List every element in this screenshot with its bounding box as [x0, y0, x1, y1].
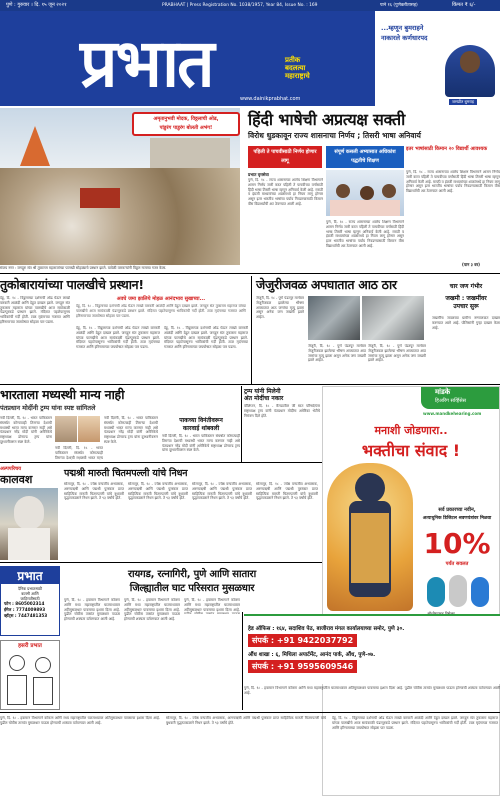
tagline-line-2: बदलत्या — [285, 64, 306, 72]
trump-box — [244, 388, 320, 402]
contact-phone[interactable]: फोन : 8605002314 — [4, 601, 45, 606]
main-subhead: विरोध धुडकावून राज्य शासनाचा निर्णय ; तिसरी भाषा अनिवार्य — [248, 131, 421, 140]
divider — [251, 276, 252, 384]
obituary-title: कालवश — [0, 473, 33, 486]
photo-quote-box — [132, 112, 240, 136]
accident-photo-2 — [362, 296, 424, 340]
main-dateline: प्रभात वृत्तसेवा — [248, 172, 269, 177]
bharat-body-col-2: नवी दिल्ली, दि. १८ - भारत पाकिस्तान संघर्षात कोणत्याही तिसऱ्या देशाची मध्यस्थी भारत मान्य करणार नाही असे पंतप्रधान नरेंद्र मोदी यांनी अमेरिकेचे राष्ट्राध्यक्ष डोनाल्ड ट्रम्प यांना दूरध्वनीवरून स्पष्ट केले. — [104, 416, 158, 444]
hearing-ad-line3: सर्व प्रकारच्या नवीन, — [438, 507, 476, 513]
obituary-label: अल्पपरिचय — [0, 466, 22, 472]
teaser-headline-2: नाकारले कर्णधारपद — [381, 34, 428, 42]
jejuri-body-col-2: जेजुरी, दि. १८ - पुणे पंढरपूर मार्गावर जेजुरीजवळ झालेल्या भीषण अपघातात आठ जणांचा मृत्यू झाला असून अनेक जण जखमी झाले आहेत. — [308, 344, 366, 363]
main-headline[interactable]: हिंदी भाषेची अप्रत्यक्ष सक्ती — [248, 110, 406, 129]
divider — [241, 386, 242, 462]
issue-date: पुणे : गुरुवार । दि. १५ जून २०२१ — [6, 2, 67, 8]
rain-headline-2: जिल्ह्यातील घाट परिसरात मुसळधार — [129, 583, 255, 594]
pak-box — [162, 416, 240, 432]
rain-body-col-1: पुणे, दि. १८ - हवामान विभागाने कोकण आणि मध्य महाराष्ट्रातील घाटमाथ्यावर अतिमुसळधार पावसाचा इशारा दिला आहे. पुढील चोवीस तासांत मुसळधार पाऊस होण्याची शक्यता वर्तवण्यात आली आहे. — [64, 598, 120, 622]
accident-photo-1 — [308, 296, 360, 340]
side-brief-subhead: जखमी : जखमींवर — [445, 295, 487, 302]
pak-headline-2: कारवाई थांबवली — [182, 425, 220, 432]
main-continued[interactable]: (पान ३ वर) — [462, 262, 480, 267]
palkhi-body-col-1: देहू, दि. १८ - विठ्ठलाच्या दर्शनाची ओढ घेऊन लाखो वारकरी आळंदी आणि देहूत दाखल झाले. जगद्गुरु संत तुकाराम महाराज यांच्या पालखीचे आज सायंकाळी पंढरपूरकडे प्रस्थान झाले. मंदिरात पहाटेपासूनच भाविकांची गर्दी होती. टाळ मृदंगाच्या गजरात आणि हरिनामाच्या जयघोषात सोहळा पार पडला. — [0, 296, 70, 324]
hearing-address-2: औंध शाखा : ६, मिथिला अपार्टमेंट, आनंद पार्क, औंध, पुणे-०७. — [248, 652, 376, 658]
masthead-tagline — [285, 56, 310, 80]
hearing-phone-1[interactable]: संपर्क : +91 9422037792 — [248, 634, 357, 647]
school-children-photo — [326, 170, 404, 216]
pak-headline: पाकच्या विनंतीवरून — [179, 417, 223, 424]
press-registration: PRABHAAT | Press Registration No. 1038/1957, Year 84, Issue No. : 169 — [162, 3, 318, 8]
side-brief — [432, 283, 500, 310]
bottom-body-3: देहू, दि. १८ - विठ्ठलाच्या दर्शनाची ओढ घेऊन लाखो वारकरी आळंदी आणि देहूत दाखल झाले. जगद्गुरु संत तुकाराम महाराज यांच्या पालखीचे आज सायंकाळी पंढरपूरकडे प्रस्थान झाले. मंदिरात पहाटेपासूनच भाविकांची गर्दी होती. टाळ मृदंगाच्या गजरात आणि हरिनामाच्या जयघोषात सोहळा पार पडला. — [332, 716, 498, 730]
main-body-col-1: पुणे, दि. १८ - राज्य शासनाच्या शालेय शिक्षण विभागाने शासन निर्णय जारी करत पहिली ते पाचवीच्या वर्गांसाठी हिंदी भाषा तिसरी भाषा म्हणून अनिवार्य केली आहे. मराठी व इंग्रजी माध्यमांच्या शाळांमध्ये हा नियम लागू होणार असून इतर भारतीय भाषांचा पर्याय निवडण्यासाठी किमान वीस विद्यार्थ्यांची अट ठेवण्यात आली आहे. — [248, 178, 323, 206]
hearing-ad-brand-sub: हिअरिंग सर्व्हिसेस — [435, 398, 467, 404]
hearing-phone-2[interactable]: संपर्क : +91 9595609546 — [248, 660, 357, 673]
main-body-col-2: पुणे, दि. १८ - राज्य शासनाच्या शालेय शिक्षण विभागाने शासन निर्णय जारी करत पहिली ते पाचवीच्या वर्गांसाठी हिंदी भाषा तिसरी भाषा म्हणून अनिवार्य केली आहे. मराठी व इंग्रजी माध्यमांच्या शाळांमध्ये हा नियम लागू होणार असून इतर भारतीय भाषांचा पर्याय निवडण्यासाठी किमान वीस विद्यार्थ्यांची अट ठेवण्यात आली आहे. — [326, 220, 404, 248]
maruti-body-col-3: सोलापूर, दि. १८ - ज्येष्ठ वन्यजीव अभ्यासक, अरण्यऋषी आणि पद्मश्री पुरस्कार प्राप्त साहित्यिक मारुती चितमपल्ली यांचे बुधवारी वृद्धापकाळाने निधन झाले. ते ९३ वर्षांचे होते. — [192, 482, 252, 501]
jejuri-body-col-1: जेजुरी, दि. १८ - पुणे पंढरपूर मार्गावर जेजुरीजवळ झालेल्या भीषण अपघातात आठ जणांचा मृत्यू झाला असून अनेक जण जखमी झाले आहेत. — [256, 296, 304, 320]
contact-sub-1: दैनिक प्रभातसाठी — [18, 586, 42, 591]
contact-logo: प्रभात — [1, 567, 59, 584]
price: किंमत ₹ ६/- — [452, 2, 476, 8]
palkhi-subhead: अवघे जमा झालिये मोहळ आनंदभाव सुखाच्या... — [116, 296, 206, 302]
contact-sub-2: बातमी आणि — [21, 591, 39, 596]
info-box-red: पहिली ते पाचवीसाठी निर्णय होणार लागू — [248, 146, 322, 168]
palkhi-body-col-2: देहू, दि. १८ - विठ्ठलाच्या दर्शनाची ओढ घेऊन लाखो वारकरी आळंदी आणि देहूत दाखल झाले. जगद्गुरु संत तुकाराम महाराज यांच्या पालखीचे आज सायंकाळी पंढरपूरकडे प्रस्थान झाले. मंदिरात पहाटेपासूनच भाविकांची गर्दी होती. टाळ मृदंगाच्या गजरात आणि हरिनामाच्या जयघोषात सोहळा पार पडला. — [76, 326, 160, 350]
side-brief-headline: चार जण गंभीर — [449, 283, 483, 290]
main-body-col-3: पुणे, दि. १८ - राज्य शासनाच्या शालेय शिक्षण विभागाने शासन निर्णय जारी करत पहिली ते पाचवीच्या वर्गांसाठी हिंदी भाषा तिसरी भाषा म्हणून अनिवार्य केली आहे. मराठी व इंग्रजी माध्यमांच्या शाळांमध्ये हा नियम लागू होणार असून इतर भारतीय भाषांचा पर्याय निवडण्यासाठी किमान वीस विद्यार्थ्यांची अट ठेवण्यात आली आहे. — [406, 170, 500, 194]
contact-sub-3: जाहिरातीसाठी — [20, 596, 40, 601]
bottom-body-1: पुणे, दि. १८ - हवामान विभागाने कोकण आणि मध्य महाराष्ट्रातील घाटमाथ्यावर अतिमुसळधार पावसाचा इशारा दिला आहे. पुढील चोवीस तासांत मुसळधार पाऊस होण्याची शक्यता वर्तवण्यात आली आहे. — [0, 716, 160, 725]
top-teaser[interactable] — [372, 11, 500, 106]
contact-whatsapp[interactable]: व्हॉट्स : 7447481353 — [4, 613, 48, 618]
hearing-address: हेड ऑफिस : १६४, सदाशिव पेठ, बाजीराव मंगल कार्यालयाच्या समोर, पुणे ३०. — [248, 626, 405, 632]
bharat-body-col-1: नवी दिल्ली, दि. १८ - भारत पाकिस्तान संघर्षात कोणत्याही तिसऱ्या देशाची मध्यस्थी भारत मान्य करणार नाही असे पंतप्रधान नरेंद्र मोदी यांनी अमेरिकेचे राष्ट्राध्यक्ष डोनाल्ड ट्रम्प यांना दूरध्वनीवरून स्पष्ट केले. — [0, 416, 52, 444]
bharat-body-col-3: नवी दिल्ली, दि. १८ - भारत पाकिस्तान संघर्षात कोणत्याही तिसऱ्या देशाची मध्यस्थी भारत मान्य — [55, 446, 103, 460]
cartoon-box — [0, 640, 60, 710]
hearing-ad-offer: 10% — [423, 527, 491, 560]
prabhat-contact-box — [0, 566, 60, 636]
hearing-ad-line4: अत्याधुनिक डिजिटल श्रवणयंत्रांवर मिळवा — [422, 516, 492, 521]
hearing-ad-offer-sub: पर्यंत सवलत — [445, 561, 469, 567]
photo-quote-line-2: पांडुरंग पाडुरंग बोलती अभंग! — [159, 125, 213, 131]
trump-headline: ट्रम्प यांनी मिलेनी — [244, 388, 281, 395]
vitthal-image — [327, 463, 413, 611]
photo-caption: संजय नगर : जगद्गुरु संत श्री तुकाराम महाराजांच्या पालखी सोहळ्याचे प्रस्थान झाले. यावेळी वारकऱ्यांनी विठ्ठल नामाचा गजर केला. — [0, 266, 167, 270]
palkhi-body-col-3: देहू, दि. १८ - विठ्ठलाच्या दर्शनाची ओढ घेऊन लाखो वारकरी आळंदी आणि देहूत दाखल झाले. जगद्गुरु संत तुकाराम महाराज यांच्या पालखीचे आज सायंकाळी पंढरपूरकडे प्रस्थान झाले. मंदिरात पहाटेपासूनच भाविकांची गर्दी होती. टाळ मृदंगाच्या गजरात आणि हरिनामाच्या जयघोषात सोहळा पार पडला. — [164, 326, 248, 350]
hearing-ad-brand: मांडके — [435, 388, 451, 396]
hearing-ad-line2: भक्तीचा संवाद ! — [361, 441, 461, 460]
lower-filler-text: पुणे, दि. १८ - हवामान विभागाने कोकण आणि मध्य महाराष्ट्रातील घाटमाथ्यावर अतिमुसळधार पावसाचा इशारा दिला आहे. पुढील चोवीस तासांत मुसळधार पाऊस होण्याची शक्यता वर्तवण्यात आली आहे. — [244, 686, 500, 695]
bharat-subhead: पंतप्रधान मोदींनी ट्रम्प यांना स्पष्ट सांगितले — [0, 404, 96, 412]
divider — [0, 562, 322, 563]
teaser-caption: जसप्रीत बुमराह — [449, 99, 477, 105]
maruti-body-col-2: सोलापूर, दि. १८ - ज्येष्ठ वन्यजीव अभ्यासक, अरण्यऋषी आणि पद्मश्री पुरस्कार प्राप्त साहित्यिक मारुती चितमपल्ली यांचे बुधवारी वृद्धापकाळाने निधन झाले. ते ९३ वर्षांचे होते. — [128, 482, 188, 501]
tagline-line-3: महाराष्ट्राचे — [285, 72, 310, 80]
tagline-line-1: प्रतीक — [285, 56, 301, 64]
info-box-right: इतर भाषांसाठी किमान २० विद्यार्थी आवश्यक — [406, 146, 488, 152]
trump-headline-2: अंत मोदींचा नकार — [244, 395, 284, 402]
jejuri-body-col-3: जेजुरी, दि. १८ - पुणे पंढरपूर मार्गावर जेजुरीजवळ झालेल्या भीषण अपघातात आठ जणांचा मृत्यू झाला असून अनेक जण जखमी झाले आहेत. — [368, 344, 426, 363]
palkhi-body-intro: देहू, दि. १८ - विठ्ठलाच्या दर्शनाची ओढ घेऊन लाखो वारकरी आळंदी आणि देहूत दाखल झाले. जगद्गुरु संत तुकाराम महाराज यांच्या पालखीचे आज सायंकाळी पंढरपूरकडे प्रस्थान झाले. मंदिरात पहाटेपासूनच भाविकांची गर्दी होती. टाळ मृदंगाच्या गजरात आणि हरिनामाच्या जयघोषात सोहळा पार पडला. — [76, 304, 246, 318]
masthead-logo: प्रभात — [80, 24, 213, 102]
teaser-headline: ...म्हणून बुमराहने — [381, 24, 424, 32]
page-count: पाने १६ (पुणेकरीतासह) — [380, 3, 418, 8]
hearing-ad-brand-box — [421, 387, 499, 409]
contact-email[interactable]: ईमेल : 7774009893 — [4, 607, 46, 612]
cartoon-title: हसरी प्रभात — [18, 643, 42, 649]
website-url: www.dainikprabhat.com — [240, 96, 301, 102]
rain-headline[interactable]: रायगड, रत्नागिरी, पुणे आणि सातारा — [127, 569, 257, 580]
hearing-aid-devices — [423, 573, 489, 609]
info-box-blue: संपूर्ण कसली अभ्यासात अधिकांश पद्धतीचे शिक्षण — [326, 146, 404, 168]
divider — [242, 612, 243, 710]
divider — [0, 273, 500, 274]
rain-body-col-3: पुणे, दि. १८ - हवामान विभागाने कोकण आणि मध्य महाराष्ट्रातील घाटमाथ्यावर अतिमुसळधार पावसाचा इशारा दिला आहे. — [184, 598, 240, 612]
top-info-bar — [0, 0, 500, 11]
divider — [0, 462, 322, 463]
bottom-body-2: सोलापूर, दि. १८ - ज्येष्ठ वन्यजीव अभ्यासक, अरण्यऋषी आणि पद्मश्री पुरस्कार प्राप्त साहित्यिक मारुती चितमपल्ली यांचे बुधवारी वृद्धापकाळाने निधन झाले. ते ९३ वर्षांचे होते. — [166, 716, 326, 725]
maruti-body-col-1: सोलापूर, दि. १८ - ज्येष्ठ वन्यजीव अभ्यासक, अरण्यऋषी आणि पद्मश्री पुरस्कार प्राप्त साहित्यिक मारुती चितमपल्ली यांचे बुधवारी वृद्धापकाळाने निधन झाले. ते ९३ वर्षांचे होते. — [64, 482, 124, 501]
trump-photo — [78, 416, 100, 442]
modi-photo — [55, 416, 77, 442]
bharat-headline[interactable]: भारताला मध्यस्थी मान्य नाही — [0, 387, 125, 402]
trump-body: वॉशिंग्टन, दि. १८ - कॅनडातील जी सात परिषदेनंतर राष्ट्राध्यक्ष ट्रम्प यांनी पंतप्रधान मोदींना अमेरिका भेटीचे निमंत्रण दिले होते. — [244, 404, 320, 418]
palkhi-headline[interactable]: तुकोबारायांच्या पालखीचे प्रस्थान! — [0, 277, 144, 292]
maruti-body-col-4: सोलापूर, दि. १८ - ज्येष्ठ वन्यजीव अभ्यासक, अरण्यऋषी आणि पद्मश्री पुरस्कार प्राप्त साहित्यिक मारुती चितमपल्ली यांचे बुधवारी वृद्धापकाळाने निधन झाले. ते ९३ वर्षांचे होते. — [256, 482, 318, 501]
side-brief-subhead-2: उपचार सुरू — [453, 303, 479, 310]
hearing-ad-url[interactable]: www.mandkehearing.com — [423, 411, 482, 416]
hearing-contact-band — [244, 614, 500, 684]
pak-body: नवी दिल्ली, दि. १८ - भारत पाकिस्तान संघर्षात कोणत्याही तिसऱ्या देशाची मध्यस्थी भारत मान्य करणार नाही असे पंतप्रधान नरेंद्र मोदी यांनी अमेरिकेचे राष्ट्राध्यक्ष डोनाल्ड ट्रम्प यांना दूरध्वनीवरून स्पष्ट केले. — [162, 434, 240, 453]
hearing-ad-line1: मनाशी जोडणारा.. — [374, 424, 448, 437]
bumrah-photo — [445, 45, 495, 97]
photo-quote-line-1: अमृतानुभवी मोदक, विठ्ठलाची ओढ, — [153, 116, 219, 122]
divider — [0, 712, 500, 713]
divider — [0, 384, 500, 385]
maruti-photo — [0, 488, 58, 560]
side-brief-body: जखमींना जवळच्या ग्रामीण रुग्णालयात दाखल करण्यात आले आहे. पोलिसांनी गुन्हा दाखल केला आहे. — [432, 316, 500, 330]
maruti-headline[interactable]: पद्मश्री मारुती चितमपल्ली यांचे निधन — [64, 468, 188, 479]
jejuri-headline[interactable]: जेजुरीजवळ अपघातात आठ ठार — [256, 277, 397, 292]
rain-body-col-2: पुणे, दि. १८ - हवामान विभागाने कोकण आणि मध्य महाराष्ट्रातील घाटमाथ्यावर अतिमुसळधार पावसाचा इशारा दिला आहे. पुढील चोवीस तासांत मुसळधार पाऊस होण्याची शक्यता वर्तवण्यात आली आहे. — [124, 598, 180, 622]
